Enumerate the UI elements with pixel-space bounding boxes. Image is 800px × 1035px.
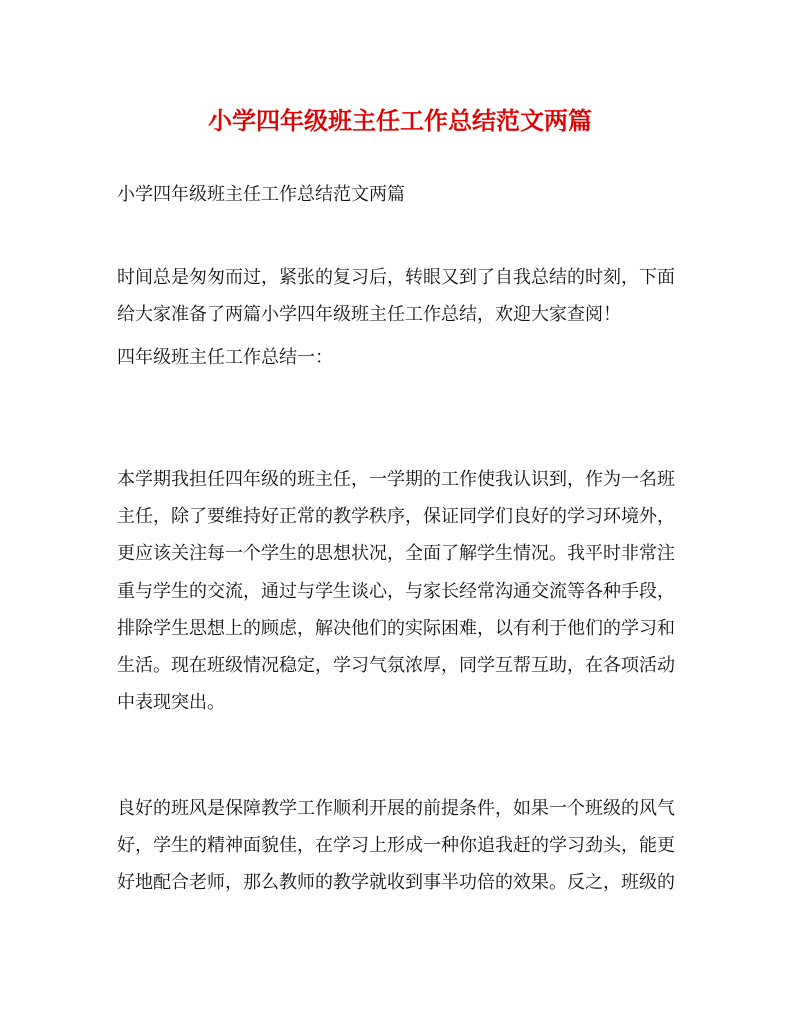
paragraph-line: 本学期我担任四年级的班主任，一学期的工作使我认识到，作为一名班 [117,469,675,490]
paragraph-line: 重与学生的交流，通过与学生谈心，与家长经常沟通交流等各种手段， [117,580,675,602]
paragraph-line: 良好的班风是保障教学工作顺利开展的前提条件，如果一个班级的风气 [117,798,675,819]
paragraph-line: 中表现突出。 [117,692,225,714]
body-paragraph-2 [117,790,687,901]
body-paragraph-1 [117,461,687,721]
paragraph-line: 生活。现在班级情况稳定，学习气氛浓厚，同学互帮互助，在各项活动 [117,654,675,676]
paragraph-line: 好，学生的精神面貌佳，在学习上形成一种你追我赶的学习劲头，能更 [117,835,675,856]
intro-paragraph [117,259,687,333]
paragraph-line: 好地配合老师，那么教师的教学就收到事半功倍的效果。反之，班级的 [117,872,675,893]
paragraph-line: 主任，除了要维持好正常的教学秩序，保证同学们良好的学习环境外， [117,506,675,528]
section-heading: 四年级班主任工作总结一： [117,347,333,368]
paragraph-line: 排除学生思想上的顾虑，解决他们的实际困难，以有利于他们的学习和 [117,617,675,639]
document-subtitle: 小学四年级班主任工作总结范文两篇 [117,184,405,205]
intro-line: 时间总是匆匆而过，紧张的复习后，转眼又到了自我总结的时刻，下面 [117,267,675,288]
paragraph-line: 更应该关注每一个学生的思想状况，全面了解学生情况。我平时非常注 [117,543,675,565]
document-title: 小学四年级班主任工作总结范文两篇 [208,106,592,135]
intro-line: 给大家准备了两篇小学四年级班主任工作总结，欢迎大家查阅！ [117,304,621,325]
